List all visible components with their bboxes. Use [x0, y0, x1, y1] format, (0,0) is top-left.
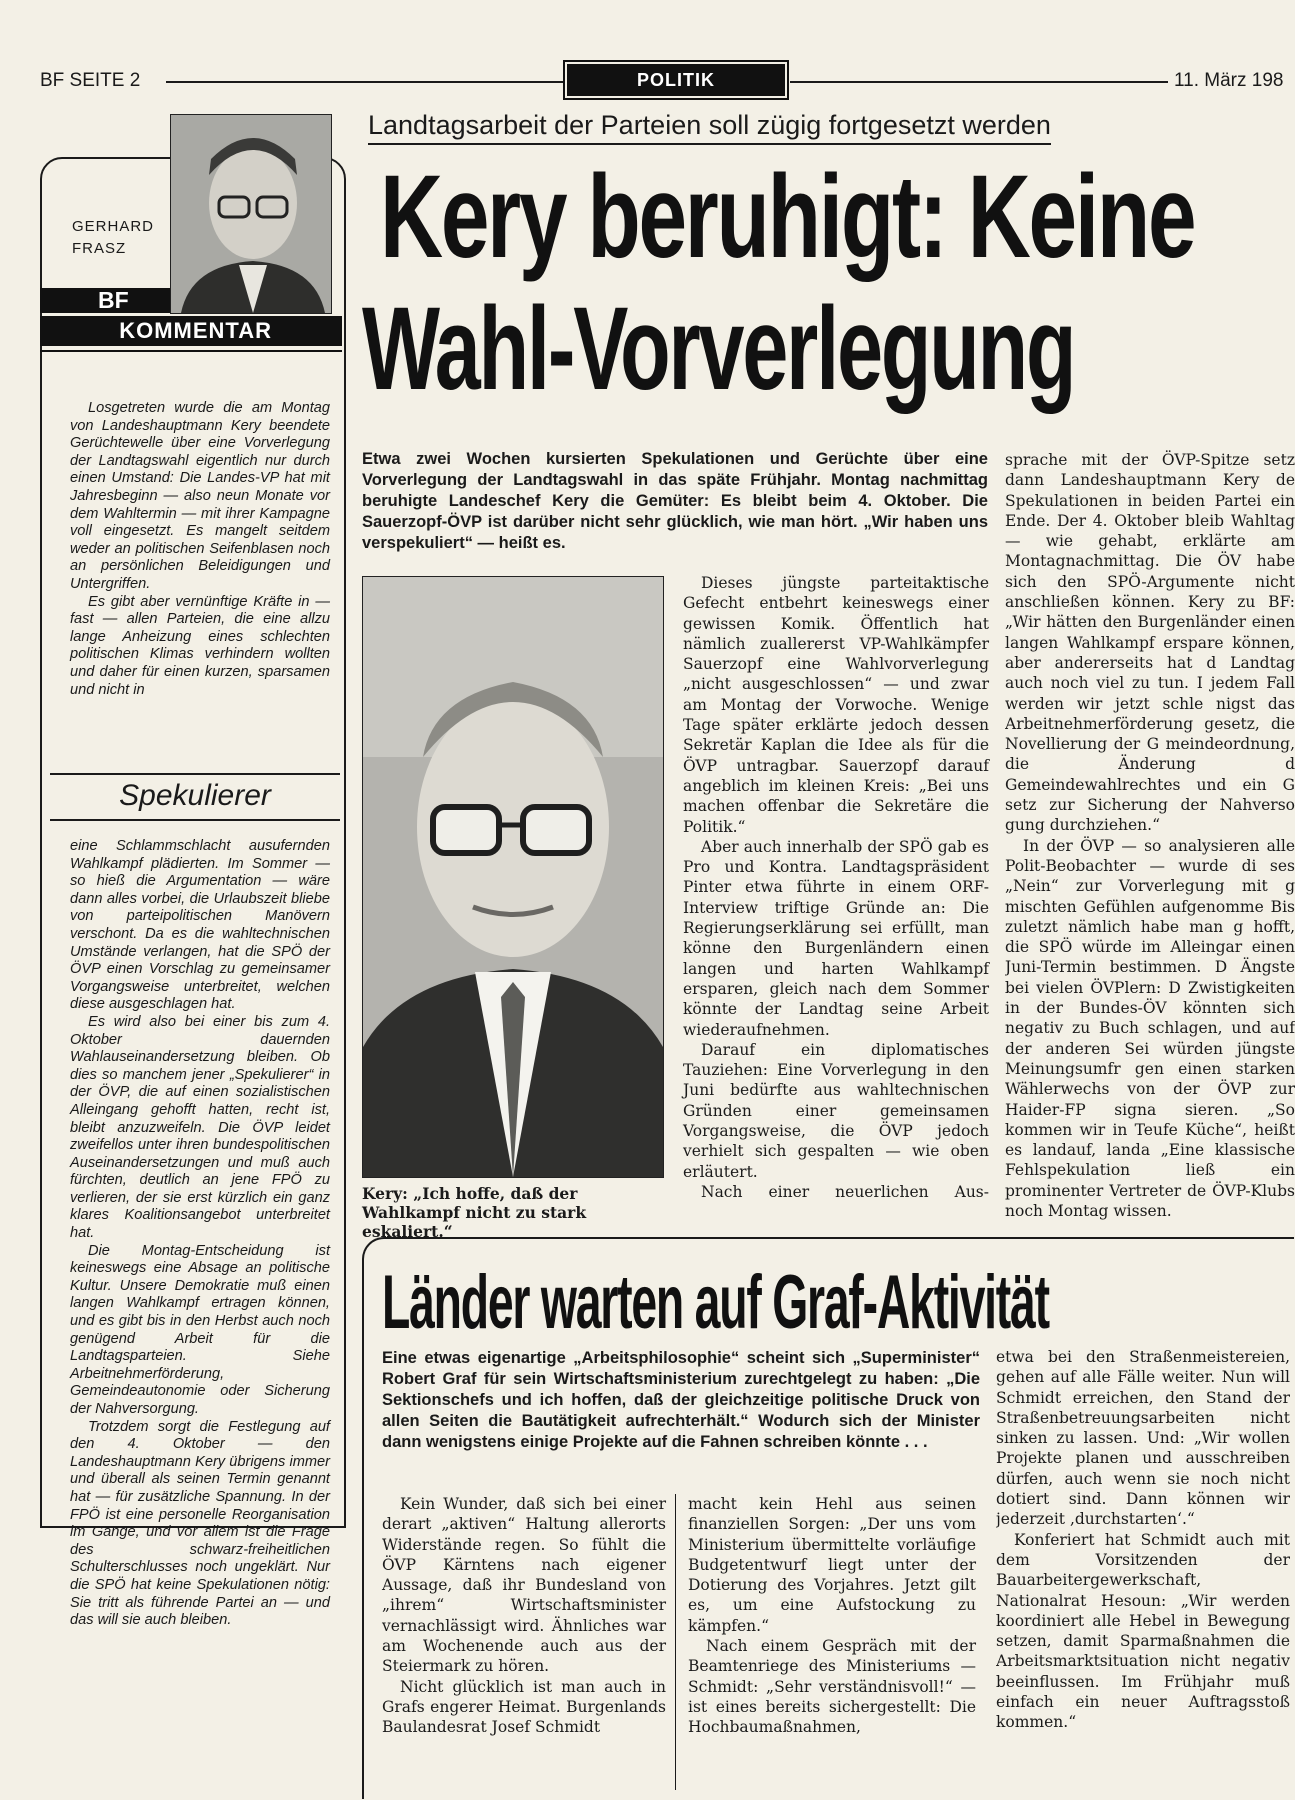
commentary-paragraph: Trotzdem sorgt die Festlegung auf den 4. Oktober — den Landeshauptmann Kery übrigens immer und überall als seinen Termin genannt hat — für zusätzliche Spannung. In der FPÖ ist eine personelle Reorganisation im Gange, und vor allem ist die Frage des schwarz-freiheitlichen Schulterschlusses noch ungeklärt. Nur die SPÖ hat keine Spekulationen nötig: Sie tritt als führende Partei an — und das will sie auch bleiben.: [70, 1418, 330, 1629]
article-kicker: Landtagsarbeit der Parteien soll zügig fortgesetzt werden: [368, 110, 1051, 145]
body-paragraph: Darauf ein diplomatisches Tauziehen: Eine Vorverlegung in den Juni bedürfte aus wahltechnischen Gründen einer gemeinsamen Vorgangsweise, die ÖVP jedoch verhielt sich gespalten — wie oben erläutert.: [683, 1040, 989, 1181]
body-paragraph: macht kein Hehl aus seinen finanziellen Sorgen: „Der uns vom Ministerium übermittelte vorläufige Budgetentwurf liegt unter der Dotierung des Vorjahres. Jetzt gilt es, um eine Aufstockung zu kämpfen.“: [688, 1495, 976, 1635]
article2-headline: Länder warten auf Graf-Aktivität: [382, 1260, 1049, 1345]
body-paragraph: Aber auch innerhalb der SPÖ gab es Pro und Kontra. Landtagspräsident Pinter etwa führte in einem ORF-Interview triftige Gründe an: Die Regierungserklärung sei erfüllt, man könne den Burgenländern einen langen und harten Wahlkampf ersparen, gleich nach dem Sommer könnte der Landtag seine Arbeit wiederaufnehmen.: [683, 837, 989, 1039]
label-bf: BF: [40, 288, 170, 313]
portrait-image: [171, 115, 331, 313]
author-last-name: FRASZ: [72, 240, 127, 257]
commentary-paragraph: eine Schlammschlacht ausufernden Wahlkampf plädierten. Im Sommer — so hieß die Argumentation — wäre dann alles vorbei, die Urlaubszeit bliebe von parteipolitischen Manövern verschont. Da es die wahltechnischen Umstände verlangen, hat die SPÖ der ÖVP einen Vorschlag zu gemeinsamer Vorgangsweise unterbreitet, welchen diese ausgeschlagen hat.: [70, 838, 330, 1013]
commentary-paragraph: Es wird also bei einer bis zum 4. Oktober dauernden Wahlauseinandersetzung bleiben. Ob dies so manchem jener „Spekulierer“ in der ÖVP, die auf einen sozialistischen Alleingang gehofft hatten, recht ist, bleibt anzuzweifeln. Die ÖVP leidet zweifellos unter ihren bundespolitischen Auseinandersetzungen und muß auch fürchten, deutlich an jene FPÖ zu verlieren, der sie erst kürzlich ein ganz klares Koalitionsangebot unterbreitet hat.: [70, 1013, 330, 1242]
body-paragraph: In der ÖVP — so analysieren alle Polit-Beobachter — wurde di ses „Nein“ zur Vorverlegung mit g mischten Gefühlen aufgenomme Bis zuletzt nämlich habe man g hofft, die SPÖ würde im Alleingar einen Juni-Termin bestimmen. D Ängste bei vielen ÖVPlern: D Zwistigkeiten in der Bundes-ÖV könnten sich negativ zu Buch schlagen, und auf der anderen Sei würden jüngste Meinungsumfr gen einen starken Wählerwechs von der ÖVP zur Haider-FP signa sieren. „So kommen wir in Teufe Küche“, heißt es landauf, landa „Eine klassische Fehlspekulation ließ ein prominenter Vertreter de ÖVP-Klubs noch Montag wissen.: [1005, 836, 1295, 1220]
commentary-part-1: [70, 400, 330, 699]
article2-column-2: [688, 1494, 976, 1738]
label-kommentar: KOMMENTAR: [40, 316, 342, 346]
kery-photo: [362, 576, 664, 1178]
issue-date: 11. März 198: [1174, 70, 1284, 91]
photo-caption: Kery: „Ich hoffe, daß der Wahlkampf nicht zu stark eskaliert.“: [362, 1184, 587, 1241]
commentary-subhead: Spekulierer: [50, 773, 340, 821]
article-lead: Etwa zwei Wochen kursierten Spekulationen und Gerüchte über eine Vorverlegung der Landtagswahl in das späte Frühjahr. Montag nachmittag beruhigte Landeschef Kery die Gemüter: Es bleibt beim 4. Oktober. Die Sauerzopf-ÖVP ist darüber nicht sehr glücklich, wie man hört. „Wir haben uns verspekuliert“ — heißt es.: [362, 450, 988, 552]
section-label: POLITIK: [567, 64, 785, 96]
commentary-paragraph: Losgetreten wurde die am Montag von Landeshauptmann Kery beendete Gerüchtewelle über eine Vorverlegung der Landtagswahl eigentlich nur durch einen Umstand: Die Landes-VP hat mit Jahresbeginn — also neun Monate vor dem Wahltermin — mit ihrer Kampagne voll eingesetzt. Es mangelt seitdem weder an politischen Seifenblasen noch an persönlichen Beleidigungen und Untergriffen.: [70, 400, 330, 592]
article2-lead: Eine etwas eigenartige „Arbeitsphilosophie“ scheint sich „Superminister“ Robert Graf für sein Wirtschaftsministerium zurechtgelegt zu haben: „Die Sektionschefs und ich hoffen, daß der gleichzeitige politische Druck von allen Seiten die Bautätigkeit aufrechterhält.“ Wodurch sich der Minister dann wenigstens einige Projekte auf die Fahnen schreiben könnte . . .: [382, 1349, 980, 1451]
body-paragraph: Nach einer neuerlichen Aus-: [701, 1182, 989, 1201]
headline-line-1: Kery beruhigt: Keine: [380, 151, 1195, 283]
article2-column-1: [382, 1494, 666, 1738]
headline-line-2: Wahl-Vorverlegung: [362, 283, 1075, 415]
page-label: BF SEITE 2: [40, 70, 141, 91]
body-paragraph: etwa bei den Straßenmeistereien, gehen auf alle Fälle weiter. Nun will Schmidt erreichen, den Stand der Straßenbetreuungsarbeiten nicht sinken zu lassen. Und: „Wir wollen Projekte planen und ausschreiben dürfen, auch wenn sie noch nicht dotiert sind. Dann können wir jederzeit ‚durchstarten‘.“: [996, 1348, 1290, 1529]
header-rule-right: [790, 81, 1168, 83]
article1-column-1: [683, 573, 989, 1202]
author-portrait: [170, 114, 332, 314]
body-paragraph: Dieses jüngste parteitaktische Gefecht entbehrt keineswegs einer gewissen Komik. Öffentlich hat nämlich zuallererst VP-Wahlkämpfer Sauerzopf eine Wahlvorverlegung „nicht ausgeschlossen“ — und zwar am Montag der Vorwoche. Wenige Tage später erklärte jedoch dessen Sekretär Kaplan die Idee als für die ÖVP untragbar. Sauerzopf darauf angeblich im kleinen Kreis: „Bei uns machen offenbar die Sekretäre die Politik.“: [683, 574, 989, 836]
article2-column-3: [996, 1347, 1290, 1797]
header-rule-left: [166, 81, 564, 83]
body-paragraph: sprache mit der ÖVP-Spitze setz dann Landeshauptmann Kery de Spekulationen in beiden Partei ein Ende. Der 4. Oktober bleib Wahltag — wie gehabt, erklärte am Montagnachmittag. Die ÖV habe sich den SPÖ-Argumente nicht anschließen können. Kery zu BF: „Wir hätten den Burgenländer einen langen Wahlkampf erspare können, aber andererseits hat d Landtag auch noch viel zu tun. I jedem Fall werden wir jetzt schle nigst das Arbeitnehmerförderung gesetz, die Novellierung der G meindeordnung, die Änderung d Gemeindewahlrechtes und ein G setz zur Sicherung der Nahverso gung durchziehen.“: [1005, 451, 1295, 835]
body-paragraph: Nach einem Gespräch mit der Beamtenriege des Ministeriums — Schmidt: „Sehr verständnisvoll!“ — ist eines bereits sichergestellt: Die Hochbaumaßnahmen,: [688, 1637, 976, 1737]
commentary-paragraph: Die Montag-Entscheidung ist keineswegs eine Absage an politische Kultur. Unsere Demokratie muß einen langen Wahlkampf ertragen können, und es gibt bis in den Herbst auch noch genügend Arbeit für die Landtagsparteien. Siehe Arbeitnehmerförderung, Gemeindeautonomie oder Sicherung der Nahversorgung.: [70, 1242, 330, 1417]
author-first-name: GERHARD: [72, 218, 155, 235]
headline2-clip: [370, 1258, 1295, 1358]
commentary-part-2: [70, 838, 330, 1630]
body-paragraph: Kein Wunder, daß sich bei einer derart „aktiven“ Haltung allerorts Widerstände regen. So fühlt die ÖVP Kärntens nach eigener Aussage, daß ihr Bundesland von „ihrem“ Wirtschaftsminister vernachlässigt wird. Ähnliches war am Wochenende auch aus der Steiermark zu hören.: [382, 1495, 666, 1676]
commentary-paragraph: Es gibt aber vernünftige Kräfte in — fast — allen Parteien, die eine allzu lange Anheizung eines schlechten politischen Klimas verhindern wollten und daher für einen kurzen, sparsamen und nicht in: [70, 593, 330, 698]
author-name: [72, 216, 154, 260]
label-underline: [40, 350, 342, 352]
article1-column-2: [1005, 450, 1295, 1230]
body-paragraph: Nicht glücklich ist man auch in Grafs engerer Heimat. Burgenlands Baulandesrat Josef Schmidt: [382, 1677, 666, 1737]
body-paragraph: Konferiert hat Schmidt auch mit dem Vorsitzenden der Bauarbeitergewerkschaft, Nationalrat Hesoun: „Wir werden koordiniert alle Hebel in Bewegung setzen, damit Sparmaßnahmen die Arbeitsmarktsituation nicht negativ beeinflussen. Im Frühjahr muß einfach ein neuer Auftragsstoß kommen.“: [996, 1530, 1290, 1732]
kery-portrait-image: [363, 577, 663, 1177]
column-divider: [675, 1494, 676, 1790]
